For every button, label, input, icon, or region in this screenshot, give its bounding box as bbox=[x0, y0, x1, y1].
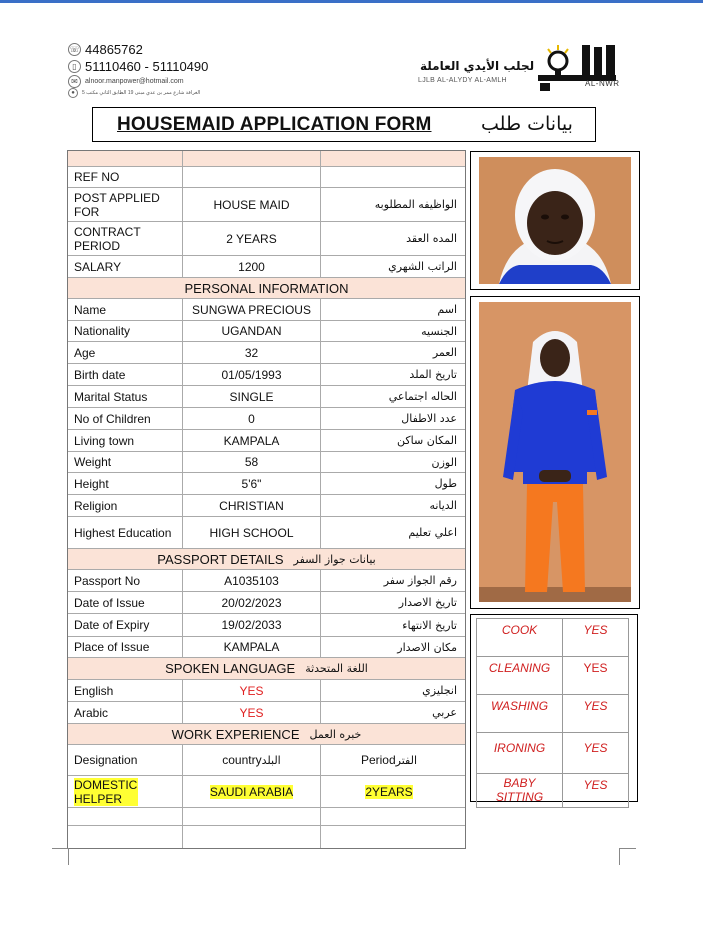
marital-status-value: SINGLE bbox=[183, 386, 321, 407]
full-body-photo bbox=[479, 302, 631, 602]
blank-row bbox=[68, 826, 465, 848]
name-label: Name bbox=[68, 299, 183, 320]
living-town-value: KAMPALA bbox=[183, 430, 321, 451]
passport-heading: PASSPORT DETAILS bbox=[157, 551, 284, 567]
personal-heading: PERSONAL INFORMATION bbox=[184, 280, 349, 296]
row-passport-no bbox=[68, 570, 465, 592]
company-name-arabic: لجلب الأيدي العاملة bbox=[420, 59, 535, 73]
country-header bbox=[183, 745, 321, 775]
passport-no-label: Passport No bbox=[68, 570, 183, 591]
skill-row-baby-sitting bbox=[477, 774, 628, 807]
language-heading: SPOKEN LANGUAGE bbox=[165, 661, 296, 676]
children-value: 0 bbox=[183, 408, 321, 429]
date-of-expiry-arabic: تاريخ الانتهاء bbox=[402, 618, 457, 632]
language-heading-arabic: اللغة المتحدثة bbox=[305, 662, 368, 675]
row-arabic bbox=[68, 702, 465, 724]
period-header-arabic: الفتر bbox=[395, 753, 418, 767]
blank-cell bbox=[68, 151, 183, 166]
period-header bbox=[321, 745, 465, 775]
age-value: 32 bbox=[183, 342, 321, 363]
age-arabic: العمر bbox=[432, 346, 457, 359]
contract-period-arabic: المده العقد bbox=[406, 232, 457, 245]
country-header-text: country bbox=[222, 753, 262, 767]
height-value: 5'6" bbox=[183, 473, 321, 494]
blank-row bbox=[68, 808, 465, 826]
row-post-applied bbox=[68, 188, 465, 222]
name-arabic: اسم bbox=[437, 303, 457, 316]
phone1-row bbox=[68, 41, 208, 58]
english-arabic: انجليزي bbox=[422, 684, 457, 697]
form-title: HOUSEMAID APPLICATION FORM bbox=[117, 114, 432, 135]
row-marital-status bbox=[68, 386, 465, 408]
place-of-issue-label: Place of Issue bbox=[68, 637, 183, 657]
row-religion bbox=[68, 495, 465, 517]
phone-icon: ☏ bbox=[69, 45, 80, 54]
skill-washing-value: YES bbox=[583, 699, 608, 713]
page-corner-mark-left bbox=[52, 848, 69, 865]
row-nationality bbox=[68, 321, 465, 342]
blank-cell bbox=[321, 151, 465, 166]
page-corner-mark-right bbox=[619, 848, 636, 865]
row-english bbox=[68, 680, 465, 702]
ref-no-label: REF NO bbox=[68, 167, 183, 187]
skill-ironing-name: IRONING bbox=[477, 733, 563, 773]
date-of-issue-arabic: تاريخ الاصدار bbox=[398, 596, 457, 609]
post-applied-value: HOUSE MAID bbox=[183, 188, 321, 221]
country-value: SAUDI ARABIA bbox=[209, 784, 294, 799]
arabic-arabic: عربي bbox=[432, 706, 457, 719]
mobile-icon: ▯ bbox=[68, 60, 81, 73]
blank-cell bbox=[68, 808, 183, 825]
form-title-box bbox=[92, 107, 596, 142]
place-of-issue-arabic: مكان الاصدار bbox=[397, 640, 457, 654]
row-children bbox=[68, 408, 465, 430]
blank-cell bbox=[321, 826, 465, 848]
nationality-value: UGANDAN bbox=[183, 321, 321, 341]
company-brand: AL-NWR bbox=[585, 79, 620, 88]
company-name-latin: LJLB AL-ALYDY AL-AMLH bbox=[418, 77, 507, 84]
age-label: Age bbox=[68, 342, 183, 363]
marital-status-arabic: الحاله اجتماعي bbox=[388, 390, 457, 403]
birth-date-arabic: تاريخ الملد bbox=[409, 368, 457, 381]
blank-cell bbox=[68, 826, 183, 848]
phone2: 51110460 - 51110490 bbox=[85, 59, 209, 74]
blank-cell bbox=[183, 808, 321, 825]
row-height bbox=[68, 473, 465, 495]
ref-no-arabic bbox=[321, 167, 465, 187]
full-body-photo-illustration bbox=[479, 302, 631, 602]
portrait-photo bbox=[479, 157, 631, 284]
row-ref-no bbox=[68, 167, 465, 188]
blank-cell bbox=[183, 151, 321, 166]
birth-date-value: 01/05/1993 bbox=[183, 364, 321, 385]
post-applied-arabic: الواظيفه المطلوبه bbox=[374, 198, 457, 211]
email-icon: ✉ bbox=[68, 75, 81, 88]
period-header-text: Period bbox=[360, 753, 396, 767]
document-page bbox=[0, 3, 703, 933]
salary-arabic: الراتب الشهري bbox=[388, 260, 457, 273]
row-contract-period bbox=[68, 222, 465, 256]
living-town-label: Living town bbox=[68, 430, 183, 451]
email-row bbox=[68, 75, 208, 88]
weight-label: Weight bbox=[68, 452, 183, 472]
weight-arabic: الوزن bbox=[431, 455, 457, 469]
row-salary bbox=[68, 256, 465, 278]
email: alnoor.manpower@hotmail.com bbox=[85, 77, 184, 85]
education-value: HIGH SCHOOL bbox=[183, 517, 321, 548]
period-cell bbox=[321, 776, 465, 807]
salary-label: SALARY bbox=[68, 256, 183, 277]
nationality-arabic: الجنسيه bbox=[421, 324, 457, 338]
birth-date-label: Birth date bbox=[68, 364, 183, 385]
ref-no-value bbox=[183, 167, 321, 187]
arabic-value: YES bbox=[183, 702, 321, 723]
passport-no-value: A1035103 bbox=[183, 570, 321, 591]
row-education bbox=[68, 517, 465, 549]
work-heading: WORK EXPERIENCE bbox=[171, 726, 300, 742]
application-table bbox=[67, 150, 466, 849]
education-label: Highest Education bbox=[68, 517, 183, 548]
living-town-arabic: المكان ساكن bbox=[397, 434, 457, 447]
skills-panel bbox=[470, 614, 638, 802]
height-label: Height bbox=[68, 473, 183, 494]
table-top-row bbox=[68, 151, 465, 167]
skills-table bbox=[476, 618, 629, 808]
skill-ironing-value: YES bbox=[583, 741, 608, 755]
row-living-town bbox=[68, 430, 465, 452]
row-weight bbox=[68, 452, 465, 473]
designation-value: DOMESTIC HELPER bbox=[74, 777, 138, 806]
place-of-issue-value: KAMPALA bbox=[183, 637, 321, 657]
skill-baby-sitting-name: BABY SITTING bbox=[477, 774, 563, 807]
skill-cleaning-name: CLEANING bbox=[477, 657, 563, 694]
row-place-of-issue bbox=[68, 637, 465, 658]
section-passport-details bbox=[68, 549, 465, 570]
date-of-expiry-value: 19/02/2033 bbox=[183, 614, 321, 636]
english-value: YES bbox=[183, 680, 321, 701]
full-body-photo-frame bbox=[470, 296, 640, 609]
row-date-of-issue bbox=[68, 592, 465, 614]
row-name bbox=[68, 299, 465, 321]
height-arabic: طول bbox=[434, 477, 457, 490]
section-spoken-language bbox=[68, 658, 465, 680]
address-row bbox=[68, 88, 208, 98]
weight-value: 58 bbox=[183, 452, 321, 472]
row-age bbox=[68, 342, 465, 364]
work-heading-arabic: خبره العمل bbox=[309, 727, 362, 741]
address: الغرافة شارع ممر بن عدي مبنى 19 الطابق الثاني مكتب 5 bbox=[82, 90, 201, 96]
religion-arabic: الديانه bbox=[429, 499, 457, 512]
phone1: 44865762 bbox=[85, 42, 143, 57]
country-header-arabic: البلد bbox=[261, 753, 281, 767]
skill-washing-name: WASHING bbox=[477, 695, 563, 732]
name-value: SUNGWA PRECIOUS bbox=[183, 299, 321, 320]
marital-status-label: Marital Status bbox=[68, 386, 183, 407]
section-work-experience bbox=[68, 724, 465, 745]
skill-row-cook bbox=[477, 619, 628, 657]
education-arabic: اعلي تعليم bbox=[408, 526, 457, 539]
designation-cell bbox=[68, 776, 183, 807]
portrait-photo-frame bbox=[470, 151, 640, 290]
row-work-entry bbox=[68, 776, 465, 808]
post-applied-label: POST APPLIED FOR bbox=[68, 188, 183, 221]
religion-value: CHRISTIAN bbox=[183, 495, 321, 516]
blank-cell bbox=[321, 808, 465, 825]
section-personal-information bbox=[68, 278, 465, 299]
skill-cook-value: YES bbox=[583, 623, 608, 637]
nationality-label: Nationality bbox=[68, 321, 183, 341]
date-of-issue-label: Date of Issue bbox=[68, 592, 183, 613]
date-of-expiry-label: Date of Expiry bbox=[68, 614, 183, 636]
skill-baby-sitting-value: YES bbox=[583, 778, 608, 792]
date-of-issue-value: 20/02/2023 bbox=[183, 592, 321, 613]
skill-cleaning-value: YES bbox=[583, 661, 608, 675]
religion-label: Religion bbox=[68, 495, 183, 516]
contract-period-value: 2 YEARS bbox=[183, 222, 321, 255]
row-birth-date bbox=[68, 364, 465, 386]
passport-heading-arabic: بيانات جواز السفر bbox=[293, 552, 376, 566]
salary-value: 1200 bbox=[183, 256, 321, 277]
phone2-row bbox=[68, 58, 208, 75]
contact-block bbox=[68, 41, 208, 98]
location-icon: ● bbox=[68, 88, 78, 98]
country-cell bbox=[183, 776, 321, 807]
row-date-of-expiry bbox=[68, 614, 465, 637]
skill-row-cleaning bbox=[477, 657, 628, 695]
passport-no-arabic: رقم الجواز سفر bbox=[383, 574, 457, 587]
contract-period-label: CONTRACT PERIOD bbox=[68, 222, 183, 255]
skill-row-ironing bbox=[477, 733, 628, 774]
skill-cook-name: COOK bbox=[477, 619, 563, 656]
skill-row-washing bbox=[477, 695, 628, 733]
row-work-columns bbox=[68, 745, 465, 776]
arabic-label: Arabic bbox=[68, 702, 183, 723]
portrait-photo-illustration bbox=[479, 157, 631, 284]
form-title-arabic: بيانات طلب bbox=[481, 113, 573, 135]
blank-cell bbox=[183, 826, 321, 848]
designation-header: Designation bbox=[68, 745, 183, 775]
period-value: 2YEARS bbox=[365, 784, 413, 799]
children-arabic: عدد الاطفال bbox=[401, 412, 457, 425]
children-label: No of Children bbox=[68, 408, 183, 429]
english-label: English bbox=[68, 680, 183, 701]
